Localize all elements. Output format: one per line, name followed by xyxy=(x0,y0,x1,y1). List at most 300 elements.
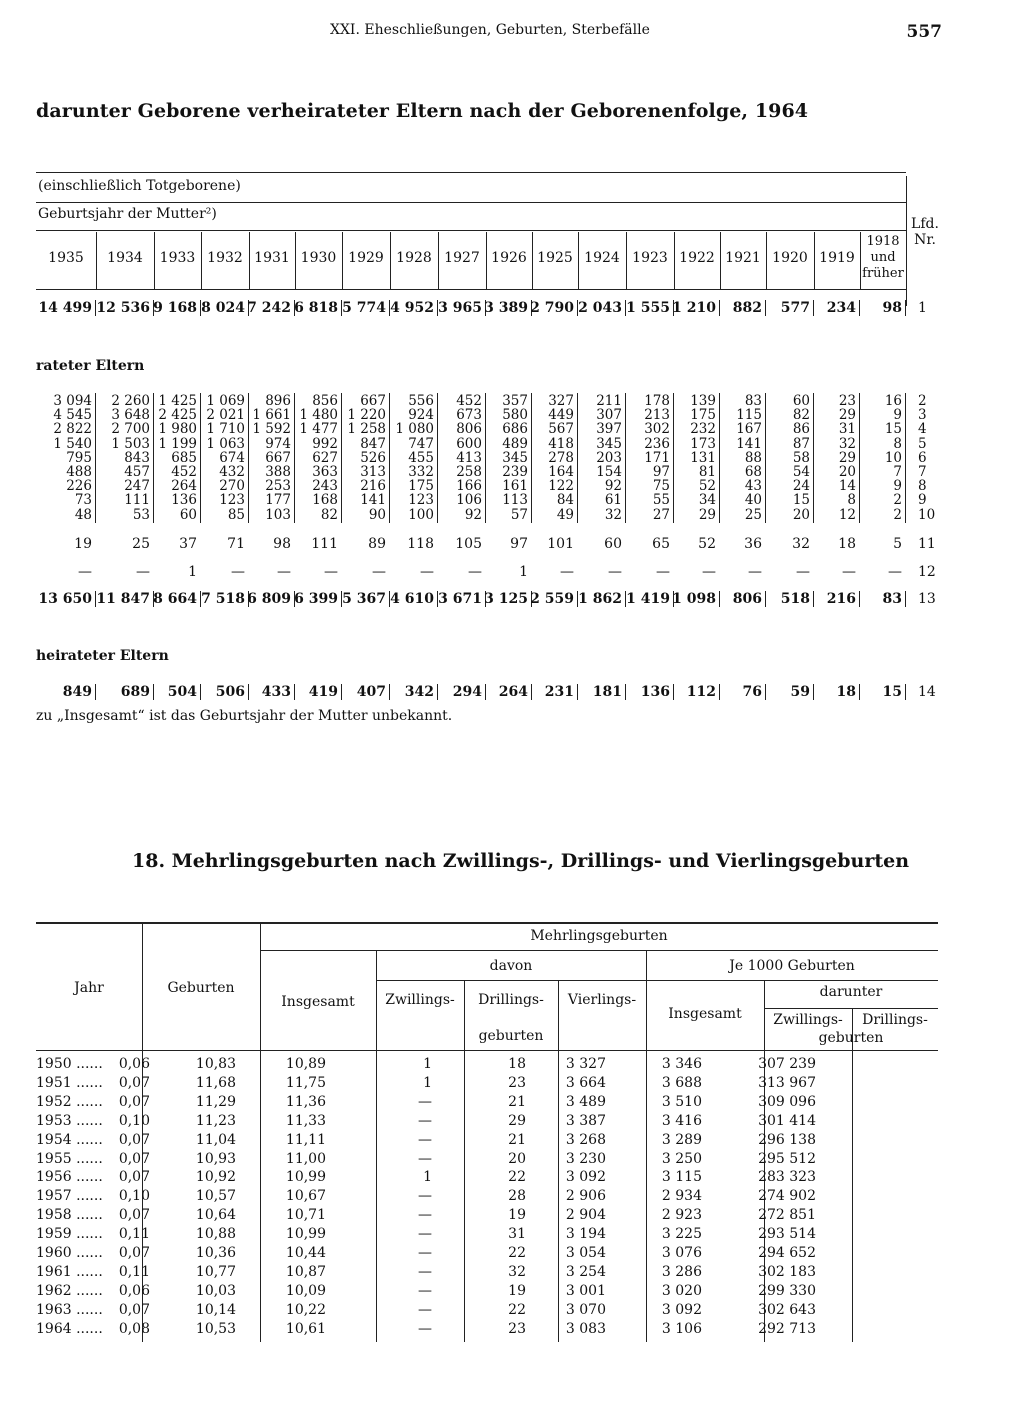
cell: 60 xyxy=(604,536,622,552)
cell: — xyxy=(608,564,622,580)
cell: 1 862 xyxy=(578,591,622,607)
cell: 327 xyxy=(548,393,574,409)
cell: 55 xyxy=(652,492,670,509)
cell: 8 664 xyxy=(153,591,197,607)
cell: 974 xyxy=(265,435,291,452)
cell: 4 545 xyxy=(53,407,92,424)
cell: 452 xyxy=(456,393,482,409)
cell-je-insg: 10,71 xyxy=(285,1207,326,1224)
year-header: 1929 xyxy=(348,250,384,266)
cell-je-zw: 11,29 xyxy=(195,1093,236,1110)
lfd-nr: 1 xyxy=(918,300,927,316)
cell-insg: 2 934 xyxy=(661,1188,702,1205)
cell-je-zw: 10,03 xyxy=(195,1282,236,1299)
cell: 849 xyxy=(62,684,92,700)
column-rule xyxy=(673,393,674,523)
cell: 1 710 xyxy=(206,421,245,438)
cell: 111 xyxy=(124,492,150,509)
running-head: XXI. Eheschließungen, Geburten, Sterbefälle xyxy=(330,22,650,38)
cell-jahr: 1962 ...... xyxy=(36,1282,103,1299)
cell-insg: 3 346 xyxy=(661,1056,702,1072)
cell: — xyxy=(231,564,245,580)
cell: 1 199 xyxy=(158,435,197,452)
cell: 567 xyxy=(548,421,574,438)
cell-vi: — xyxy=(418,1301,432,1318)
col-jahr: Jahr xyxy=(74,980,104,996)
col-insgesamt: Insgesamt xyxy=(281,994,355,1010)
page-number: 557 xyxy=(906,22,942,42)
cell: 178 xyxy=(644,393,670,409)
cell-dr: 21 xyxy=(508,1093,526,1110)
cell: 166 xyxy=(456,478,482,495)
cell: 54 xyxy=(792,464,810,480)
cell: 32 xyxy=(604,506,622,523)
cell-zw: 3 054 xyxy=(565,1245,606,1261)
cell: 2 559 xyxy=(530,591,574,607)
cell-jahr: 1951 ...... xyxy=(36,1074,103,1091)
cell-separator xyxy=(813,591,814,607)
cell-je-insg: 11,11 xyxy=(285,1131,326,1148)
cell: 806 xyxy=(732,591,762,607)
cell: 136 xyxy=(640,684,670,700)
cell: 243 xyxy=(312,478,338,495)
cell-insg: 2 923 xyxy=(661,1207,702,1224)
cell: 82 xyxy=(320,506,338,523)
cell: 25 xyxy=(744,506,762,523)
cell-dr: 22 xyxy=(508,1245,526,1261)
lfd-nr: 5 xyxy=(918,435,927,452)
cell: 173 xyxy=(690,435,716,452)
cell-geburten: 299 330 xyxy=(758,1282,816,1299)
cell: 452 xyxy=(171,464,197,480)
cell: 234 xyxy=(826,300,856,316)
cell-je-dr: 0,10 xyxy=(118,1112,150,1129)
cell: 92 xyxy=(604,478,622,495)
cell-vi: — xyxy=(418,1150,432,1167)
cell-geburten: 301 414 xyxy=(758,1112,816,1129)
table2-row xyxy=(36,1075,938,1093)
cell: 23 xyxy=(838,393,856,409)
cell: 1 080 xyxy=(395,421,434,438)
cell-je-zw: 10,53 xyxy=(195,1320,236,1337)
cell-je-insg: 10,61 xyxy=(285,1320,326,1337)
column-rule xyxy=(765,393,766,523)
cell: 433 xyxy=(261,684,291,700)
cell: 667 xyxy=(265,449,291,466)
table2-row xyxy=(36,1151,938,1169)
cell: 882 xyxy=(732,300,762,316)
cell-je-insg: 11,75 xyxy=(285,1074,326,1091)
cell: 3 094 xyxy=(53,393,92,409)
cell: 2 260 xyxy=(111,393,150,409)
cell-dr: 19 xyxy=(508,1207,526,1224)
cell: 1 480 xyxy=(299,407,338,424)
lfd-nr: 11 xyxy=(918,536,936,552)
cell: 506 xyxy=(215,684,245,700)
cell: 239 xyxy=(502,464,528,480)
cell-separator xyxy=(905,591,906,607)
cell: 118 xyxy=(407,536,434,552)
cell: 12 536 xyxy=(96,300,150,316)
cell-separator xyxy=(905,300,906,316)
cell-je-zw: 10,88 xyxy=(195,1226,236,1243)
cell: 1 661 xyxy=(252,407,291,424)
cell: 7 xyxy=(893,464,902,480)
lfd-nr: 7 xyxy=(918,464,927,480)
column-rule xyxy=(766,232,767,290)
year-header: 1928 xyxy=(396,250,432,266)
cell: 88 xyxy=(744,449,762,466)
cell-je-dr: 0,11 xyxy=(118,1263,150,1280)
cell: 14 xyxy=(838,478,856,495)
cell: 1 592 xyxy=(252,421,291,438)
column-rule xyxy=(341,393,342,523)
cell-je-insg: 10,67 xyxy=(285,1188,326,1205)
cell: 29 xyxy=(698,506,716,523)
cell: 1 069 xyxy=(206,393,245,409)
cell: 1 540 xyxy=(53,435,92,452)
lfd-nr: 9 xyxy=(918,492,927,509)
cell: 232 xyxy=(690,421,716,438)
cell: 1 477 xyxy=(299,421,338,438)
cell-je-insg: 10,99 xyxy=(285,1169,326,1186)
cell: 674 xyxy=(219,449,245,466)
cell: 7 242 xyxy=(247,300,291,316)
cell: 32 xyxy=(792,536,810,552)
col-mehrlingsgeburten: Mehrlingsgeburten xyxy=(530,928,668,944)
cell: 5 367 xyxy=(342,591,386,607)
cell: 253 xyxy=(265,478,291,495)
cell: 175 xyxy=(690,407,716,424)
column-rule xyxy=(294,393,295,523)
year-header: 1922 xyxy=(679,250,715,266)
cell-vi: 1 xyxy=(423,1056,432,1072)
cell: 3 125 xyxy=(484,591,528,607)
cell: 924 xyxy=(408,407,434,424)
column-rule xyxy=(201,232,202,290)
cell-zw: 3 664 xyxy=(565,1074,606,1091)
column-rule xyxy=(625,393,626,523)
table2-row xyxy=(36,1226,938,1244)
cell-je-dr: 0,10 xyxy=(118,1188,150,1205)
year-header: 1924 xyxy=(584,250,620,266)
cell-vi: 1 xyxy=(423,1074,432,1091)
table2-row xyxy=(36,1094,938,1112)
cell: 103 xyxy=(265,506,291,523)
cell-vi: — xyxy=(418,1093,432,1110)
cell: 213 xyxy=(644,407,670,424)
cell: 84 xyxy=(556,492,574,509)
year-header: 1926 xyxy=(491,250,527,266)
cell-jahr: 1960 ...... xyxy=(36,1245,103,1261)
cell: 2 700 xyxy=(111,421,150,438)
cell: 87 xyxy=(792,435,810,452)
cell: 685 xyxy=(171,449,197,466)
cell-insg: 3 020 xyxy=(661,1282,702,1299)
table2-row xyxy=(36,1056,938,1074)
cell-separator xyxy=(765,684,766,700)
cell: 6 399 xyxy=(294,591,338,607)
cell-separator xyxy=(673,684,674,700)
cell-je-zw: 10,14 xyxy=(195,1301,236,1318)
cell: 332 xyxy=(408,464,434,480)
cell: 413 xyxy=(456,449,482,466)
year-header: 1923 xyxy=(632,250,668,266)
table2 xyxy=(36,922,938,1342)
cell: 3 389 xyxy=(484,300,528,316)
year-header: 1935 xyxy=(48,250,84,266)
cell: 847 xyxy=(360,435,386,452)
cell: 526 xyxy=(360,449,386,466)
lfd-nr: 8 xyxy=(918,478,927,495)
cell-jahr: 1956 ...... xyxy=(36,1169,103,1186)
column-rule xyxy=(249,232,250,290)
cell: 1 210 xyxy=(672,300,716,316)
cell: 357 xyxy=(502,393,528,409)
cell: 115 xyxy=(736,407,762,424)
column-rule xyxy=(531,393,532,523)
cell: 8 024 xyxy=(201,300,245,316)
cell-vi: — xyxy=(418,1245,432,1261)
year-header: 1931 xyxy=(254,250,290,266)
cell: 211 xyxy=(596,393,622,409)
col-zwillings: Zwillings- xyxy=(385,992,455,1008)
cell: 489 xyxy=(502,435,528,452)
cell-insg: 3 250 xyxy=(661,1150,702,1167)
cell-je-zw: 10,36 xyxy=(195,1245,236,1261)
cell-separator xyxy=(719,591,720,607)
table1-row xyxy=(0,464,950,478)
cell-insg: 3 106 xyxy=(661,1320,702,1337)
cell-geburten: 302 643 xyxy=(758,1301,816,1318)
cell: 141 xyxy=(736,435,762,452)
cell: 27 xyxy=(652,506,670,523)
cell: — xyxy=(702,564,716,580)
cell: 4 610 xyxy=(390,591,434,607)
cell: 123 xyxy=(219,492,245,509)
year-header: 1930 xyxy=(300,250,337,266)
cell-separator xyxy=(813,684,814,700)
cell-separator xyxy=(389,684,390,700)
cell-zw: 2 904 xyxy=(565,1207,606,1224)
table1-row xyxy=(0,450,950,464)
table1-row xyxy=(0,478,950,495)
cell: 302 xyxy=(644,421,670,438)
cell-zw: 3 387 xyxy=(565,1112,606,1129)
table1-footnote: zu „Insgesamt“ ist das Geburtsjahr der Mutter unbekannt. xyxy=(36,708,453,724)
cell: — xyxy=(842,564,856,580)
cell: 1 419 xyxy=(626,591,670,607)
cell: 992 xyxy=(312,435,338,452)
table2-row xyxy=(36,1283,938,1301)
cell-je-zw: 10,77 xyxy=(195,1263,236,1280)
cell: 16 xyxy=(884,393,902,409)
cell-vi: — xyxy=(418,1131,432,1148)
year-header: 1921 xyxy=(725,250,761,266)
col-darunter: darunter xyxy=(819,984,883,1000)
cell-je-insg: 10,89 xyxy=(285,1056,326,1072)
column-rule xyxy=(200,393,201,523)
cell-zw: 3 070 xyxy=(565,1301,606,1318)
cell-geburten: 292 713 xyxy=(758,1320,816,1337)
table2-row xyxy=(36,1169,938,1187)
cell: 5 xyxy=(893,536,902,552)
cell: 59 xyxy=(790,684,810,700)
cell-jahr: 1953 ...... xyxy=(36,1112,103,1129)
cell-insg: 3 510 xyxy=(661,1093,702,1110)
cell-insg: 3 286 xyxy=(661,1263,702,1280)
cell-je-dr: 0,07 xyxy=(118,1245,150,1261)
cell-dr: 29 xyxy=(508,1112,526,1129)
cell-separator xyxy=(95,684,96,700)
cell: 407 xyxy=(356,684,386,700)
cell: 1 220 xyxy=(347,407,386,424)
cell: 8 xyxy=(893,435,902,452)
year-header: 1918 und früher xyxy=(862,234,904,281)
cell-separator xyxy=(577,684,578,700)
cell-zw: 2 906 xyxy=(565,1188,606,1205)
column-rule xyxy=(578,232,579,290)
cell-separator xyxy=(294,684,295,700)
cell-geburten: 295 512 xyxy=(758,1150,816,1167)
cell-separator xyxy=(341,684,342,700)
cell: 32 xyxy=(838,435,856,452)
cell-je-dr: 0,07 xyxy=(118,1093,150,1110)
column-rule xyxy=(389,393,390,523)
section-verheirateter-label: rateter Eltern xyxy=(36,358,145,374)
cell: 175 xyxy=(408,478,434,495)
cell-vi: — xyxy=(418,1226,432,1243)
cell: 418 xyxy=(548,435,574,452)
cell: 92 xyxy=(464,506,482,523)
cell: 258 xyxy=(456,464,482,480)
cell: 34 xyxy=(698,492,716,509)
lfd-nr: 6 xyxy=(918,449,927,466)
cell: — xyxy=(748,564,762,580)
cell: 13 650 xyxy=(38,591,92,607)
cell-dr: 20 xyxy=(508,1150,526,1167)
cell: 97 xyxy=(510,536,528,552)
col-geburten: Geburten xyxy=(167,980,235,996)
cell-geburten: 274 902 xyxy=(758,1188,816,1205)
cell-je-zw: 10,92 xyxy=(195,1169,236,1186)
cell-vi: — xyxy=(418,1188,432,1205)
cell: 20 xyxy=(838,464,856,480)
cell-separator xyxy=(248,684,249,700)
cell-jahr: 1955 ...... xyxy=(36,1150,103,1167)
column-rule xyxy=(95,393,96,523)
cell: 15 xyxy=(884,421,902,438)
cell: 100 xyxy=(408,506,434,523)
cell-je-dr: 0,07 xyxy=(118,1207,150,1224)
cell-dr: 23 xyxy=(508,1320,526,1337)
column-rule xyxy=(626,232,627,290)
cell: 101 xyxy=(547,536,574,552)
cell: 5 774 xyxy=(342,300,386,316)
table1-row xyxy=(0,507,950,521)
cell: 113 xyxy=(502,492,528,509)
table1-row xyxy=(0,492,950,509)
cell: 6 818 xyxy=(294,300,338,316)
cell-jahr: 1957 ...... xyxy=(36,1188,103,1205)
cell: 86 xyxy=(792,421,810,438)
column-rule xyxy=(154,232,155,290)
cell: 52 xyxy=(698,536,716,552)
cell: 264 xyxy=(171,478,197,495)
cell-jahr: 1959 ...... xyxy=(36,1226,103,1243)
cell: 181 xyxy=(592,684,622,700)
cell: 236 xyxy=(644,435,670,452)
cell: 345 xyxy=(596,435,622,452)
cell: 673 xyxy=(456,407,482,424)
cell: 307 xyxy=(596,407,622,424)
cell: 2 xyxy=(893,506,902,523)
cell: 31 xyxy=(838,421,856,438)
column-rule xyxy=(438,232,439,290)
cell: 171 xyxy=(644,449,670,466)
cell-dr: 22 xyxy=(508,1301,526,1318)
cell-je-dr: 0,07 xyxy=(118,1301,150,1318)
cell-jahr: 1954 ...... xyxy=(36,1131,103,1148)
cell: 216 xyxy=(826,591,856,607)
cell-jahr: 1963 ...... xyxy=(36,1301,103,1318)
cell: 36 xyxy=(744,536,762,552)
col-je-drillings: Drillings- xyxy=(862,1012,928,1028)
cell-je-dr: 0,07 xyxy=(118,1169,150,1186)
cell: 18 xyxy=(836,684,856,700)
cell: 689 xyxy=(120,684,150,700)
cell: 122 xyxy=(548,478,574,495)
cell-je-insg: 11,00 xyxy=(285,1150,326,1167)
cell: 264 xyxy=(498,684,528,700)
year-header: 1933 xyxy=(159,250,196,266)
cell-geburten: 294 652 xyxy=(758,1245,816,1261)
cell: 1 503 xyxy=(111,435,150,452)
column-rule xyxy=(905,393,906,523)
cell-je-insg: 11,36 xyxy=(285,1093,326,1110)
table2-row xyxy=(36,1207,938,1225)
cell: 177 xyxy=(265,492,291,509)
cell-insg: 3 225 xyxy=(661,1226,702,1243)
column-rule xyxy=(153,393,154,523)
cell: 83 xyxy=(744,393,762,409)
cell: 518 xyxy=(780,591,810,607)
cell-vi: — xyxy=(418,1263,432,1280)
cell-vi: — xyxy=(418,1207,432,1224)
cell: 20 xyxy=(792,506,810,523)
cell: 164 xyxy=(548,464,574,480)
column-rule xyxy=(486,232,487,290)
cell-geburten: 302 183 xyxy=(758,1263,816,1280)
cell: 71 xyxy=(227,536,245,552)
cell: 131 xyxy=(690,449,716,466)
cell-dr: 21 xyxy=(508,1131,526,1148)
cell: — xyxy=(324,564,338,580)
cell: 1 063 xyxy=(206,435,245,452)
lfd-nr-header: Lfd. Nr. xyxy=(911,216,939,248)
cell: 388 xyxy=(265,464,291,480)
cell: — xyxy=(796,564,810,580)
cell: 556 xyxy=(408,393,434,409)
col-davon: davon xyxy=(489,958,533,974)
cell: 580 xyxy=(502,407,528,424)
cell: — xyxy=(560,564,574,580)
cell: 294 xyxy=(452,684,482,700)
cell: 97 xyxy=(652,464,670,480)
cell: 795 xyxy=(66,449,92,466)
cell: 1 980 xyxy=(158,421,197,438)
cell-je-dr: 0,07 xyxy=(118,1074,150,1091)
